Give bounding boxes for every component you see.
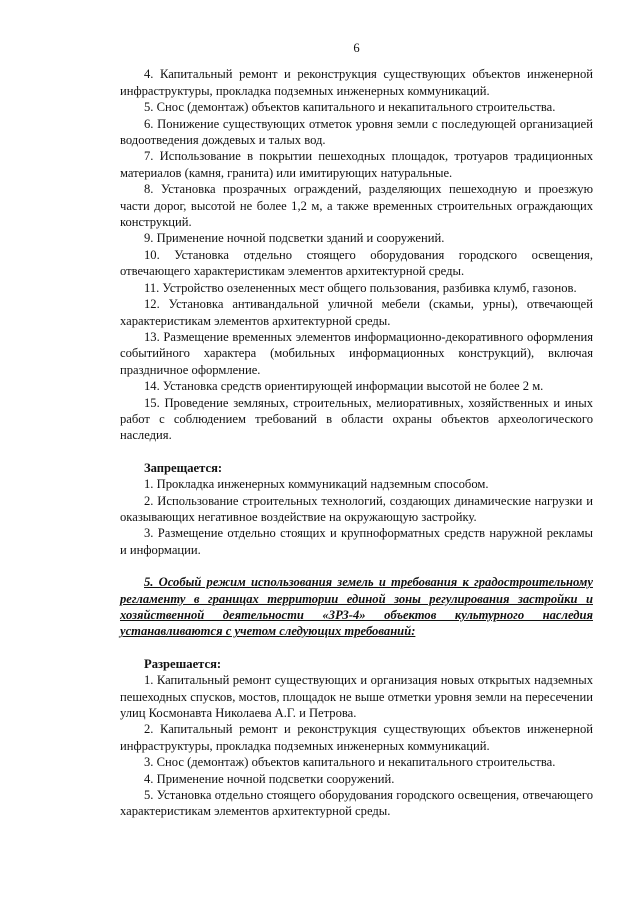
forbidden-heading: Запрещается: — [144, 460, 223, 475]
list-item: 1. Прокладка инженерных коммуникаций надземным способом. — [144, 477, 489, 492]
allowed-list — [120, 672, 593, 820]
list-item: 2. Использование строительных технологий, создающих динамические нагрузки и оказывающих негативное воздействие на окружающую застройку. — [120, 493, 593, 524]
list-item: 6. Понижение существующих отметок уровня земли с последующей организацией водоотведения дождевых и талых вод. — [120, 116, 593, 148]
list-item: 11. Устройство озелененных мест общего пользования, разбивка клумб, газонов. — [144, 280, 577, 295]
list-item: 2. Капитальный ремонт и реконструкция существующих объектов инженерной инфраструктуры, прокладка подземных инженерных коммуникаций. — [120, 722, 593, 753]
list-item: 9. Применение ночной подсветки зданий и сооружений. — [144, 231, 445, 246]
list-item: 10. Установка отдельно стоящего оборудования городского освещения, отвечающего характеристикам элементов архитектурной среды. — [120, 247, 593, 279]
list-item: 5. Установка отдельно стоящего оборудования городского освещения, отвечающего характеристикам элементов архитектурной среды. — [120, 788, 593, 819]
section-5-heading: 5. Особый режим использования земель и требования к градостроительному регламенту в границах территории единой зоны регулирования застройки и хозяйственной деятельности «ЗРЗ-4» объектов культурного наследия устанавливаются с учетом следующих требований: — [120, 575, 593, 639]
forbidden-list — [120, 476, 593, 558]
list-item: 3. Снос (демонтаж) объектов капитального и некапитального строительства. — [144, 755, 556, 770]
list-item: 14. Установка средств ориентирующей информации высотой не более 2 м. — [144, 379, 544, 394]
allowed-heading: Разрешается: — [144, 656, 222, 671]
allowed-list-continued — [120, 66, 593, 443]
page-number: 6 — [353, 41, 360, 55]
list-item: 7. Использование в покрытии пешеходных площадок, тротуаров традиционных материалов (камня, гранита) или имитирующих натуральные. — [120, 149, 593, 180]
list-item: 5. Снос (демонтаж) объектов капитального и некапитального строительства. — [144, 100, 556, 115]
list-item: 3. Размещение отдельно стоящих и крупноформатных средств наружной рекламы и информации. — [120, 526, 593, 557]
list-item: 4. Применение ночной подсветки сооружений. — [144, 771, 395, 786]
list-item: 4. Капитальный ремонт и реконструкция существующих объектов инженерной инфраструктуры, прокладка подземных инженерных коммуникаций. — [120, 67, 593, 98]
list-item: 8. Установка прозрачных ограждений, разделяющих пешеходную и проезжую части дорог, высотой не более 1,2 м, а также временных строительных ограждающих конструкций. — [120, 182, 593, 230]
list-item: 13. Размещение временных элементов информационно-декоративного оформления событийного характера (мобильных информационных конструкций), включая праздничное оформление. — [120, 329, 593, 377]
list-item: 12. Установка антивандальной уличной мебели (скамьи, урны), отвечающей характеристикам элементов архитектурной среды. — [120, 297, 593, 328]
list-item: 15. Проведение земляных, строительных, мелиоративных, хозяйственных и иных работ с соблюдением требований в области охраны объектов археологического наследия. — [120, 395, 593, 443]
list-item: 1. Капитальный ремонт существующих и организация новых открытых надземных пешеходных спусков, мостов, площадок не выше отметки уровня земли на пересечении улиц Космонавта Николаева А.Г. и Петрова. — [120, 673, 593, 721]
document-page — [120, 40, 593, 820]
